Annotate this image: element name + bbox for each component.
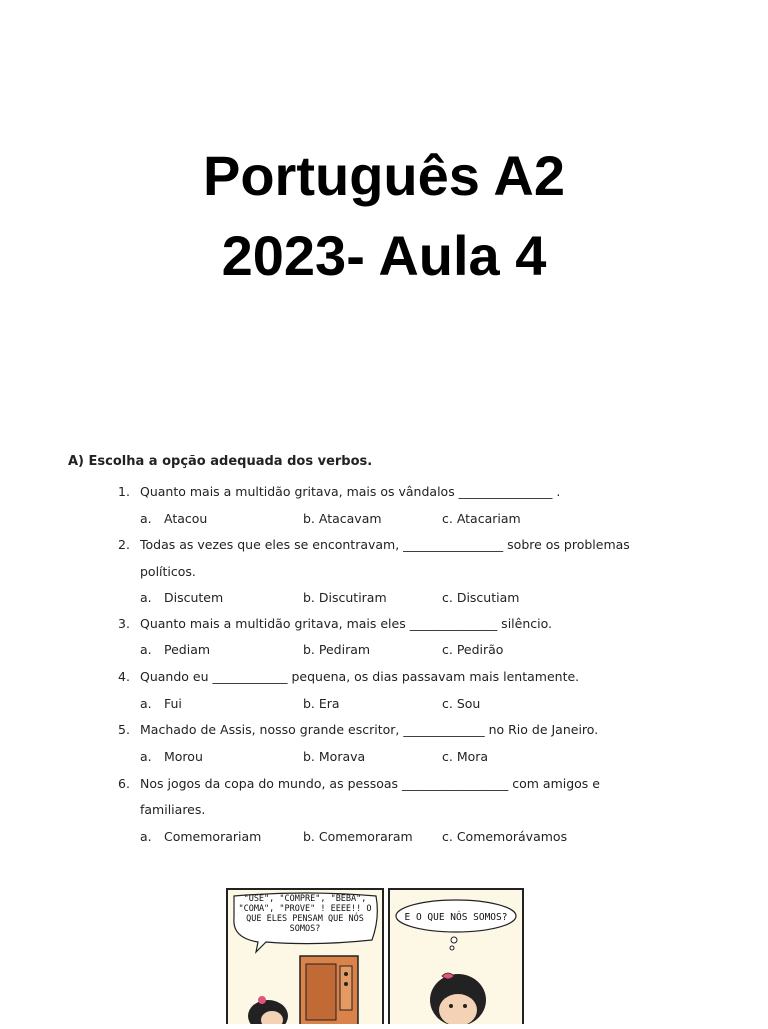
- question-4: [118, 669, 579, 684]
- option-b: b. Discutiram: [303, 590, 387, 605]
- question-number: 2.: [118, 537, 130, 552]
- question-number: 1.: [118, 484, 130, 499]
- option-letter: a.: [140, 696, 152, 711]
- option-c: c. Atacariam: [442, 511, 521, 526]
- option-b: b. Era: [303, 696, 340, 711]
- option-b: b. Comemoraram: [303, 829, 413, 844]
- option-a: [140, 642, 210, 657]
- option-c: c. Pedirão: [442, 642, 504, 657]
- option-text: Pediam: [164, 642, 211, 657]
- question-5: [118, 722, 598, 737]
- option-text: Discutem: [164, 590, 224, 605]
- option-text: Fui: [164, 696, 182, 711]
- option-b: b. Pediram: [303, 642, 371, 657]
- comic-strip: [226, 888, 526, 1024]
- question-3: [118, 616, 552, 631]
- question-number: 4.: [118, 669, 130, 684]
- page-title-line-1: Português A2: [203, 144, 565, 207]
- option-text: Comemorariam: [164, 829, 262, 844]
- option-c: c. Comemorávamos: [442, 829, 568, 844]
- option-a: [140, 696, 182, 711]
- option-text: Atacou: [164, 511, 208, 526]
- option-text: Morou: [164, 749, 203, 764]
- option-letter: a.: [140, 749, 152, 764]
- question-6: [118, 776, 600, 791]
- option-c: c. Mora: [442, 749, 489, 764]
- option-b: b. Morava: [303, 749, 366, 764]
- option-a: [140, 829, 261, 844]
- option-a: [140, 749, 203, 764]
- question-text-continued: familiares.: [140, 802, 206, 817]
- option-letter: a.: [140, 590, 152, 605]
- question-text: Todas as vezes que eles se encontravam, ________________ sobre os problemas: [140, 537, 630, 552]
- tv-set: [300, 956, 358, 1024]
- question-text-continued: políticos.: [140, 564, 196, 579]
- question-text: Nos jogos da copa do mundo, as pessoas _________________ com amigos e: [140, 776, 600, 791]
- speech-bubble-1-text-box: [238, 894, 372, 944]
- option-c: c. Discutiam: [442, 590, 520, 605]
- option-a: [140, 590, 223, 605]
- question-text: Quanto mais a multidão gritava, mais os vândalos _______________ .: [140, 484, 561, 499]
- speech-bubble-2-text: E O QUE NÓS SOMOS?: [404, 912, 508, 923]
- question-text: Machado de Assis, nosso grande escritor, _____________ no Rio de Janeiro.: [140, 722, 599, 737]
- question-number: 3.: [118, 616, 130, 631]
- option-letter: a.: [140, 829, 152, 844]
- option-a: [140, 511, 207, 526]
- question-2: [118, 537, 630, 552]
- exercise-heading: A) Escolha a opção adequada dos verbos.: [68, 454, 373, 469]
- comic-illustration: [226, 888, 526, 1024]
- question-1: [118, 484, 560, 499]
- question-number: 6.: [118, 776, 130, 791]
- option-b: b. Atacavam: [303, 511, 382, 526]
- question-text: Quanto mais a multidão gritava, mais eles ______________ silêncio.: [140, 616, 552, 631]
- option-letter: a.: [140, 642, 152, 657]
- page-title-line-2: 2023- Aula 4: [221, 224, 547, 287]
- option-letter: a.: [140, 511, 152, 526]
- option-c: c. Sou: [442, 696, 481, 711]
- speech-bubble-1-text: "USE", "COMPRE", "BEBA", "COMA", "PROVE" ! EEEE!! O QUE ELES PENSAM QUE NÓS SOMOS?: [238, 894, 372, 934]
- question-number: 5.: [118, 722, 130, 737]
- question-text: Quando eu ____________ pequena, os dias passavam mais lentamente.: [140, 669, 580, 684]
